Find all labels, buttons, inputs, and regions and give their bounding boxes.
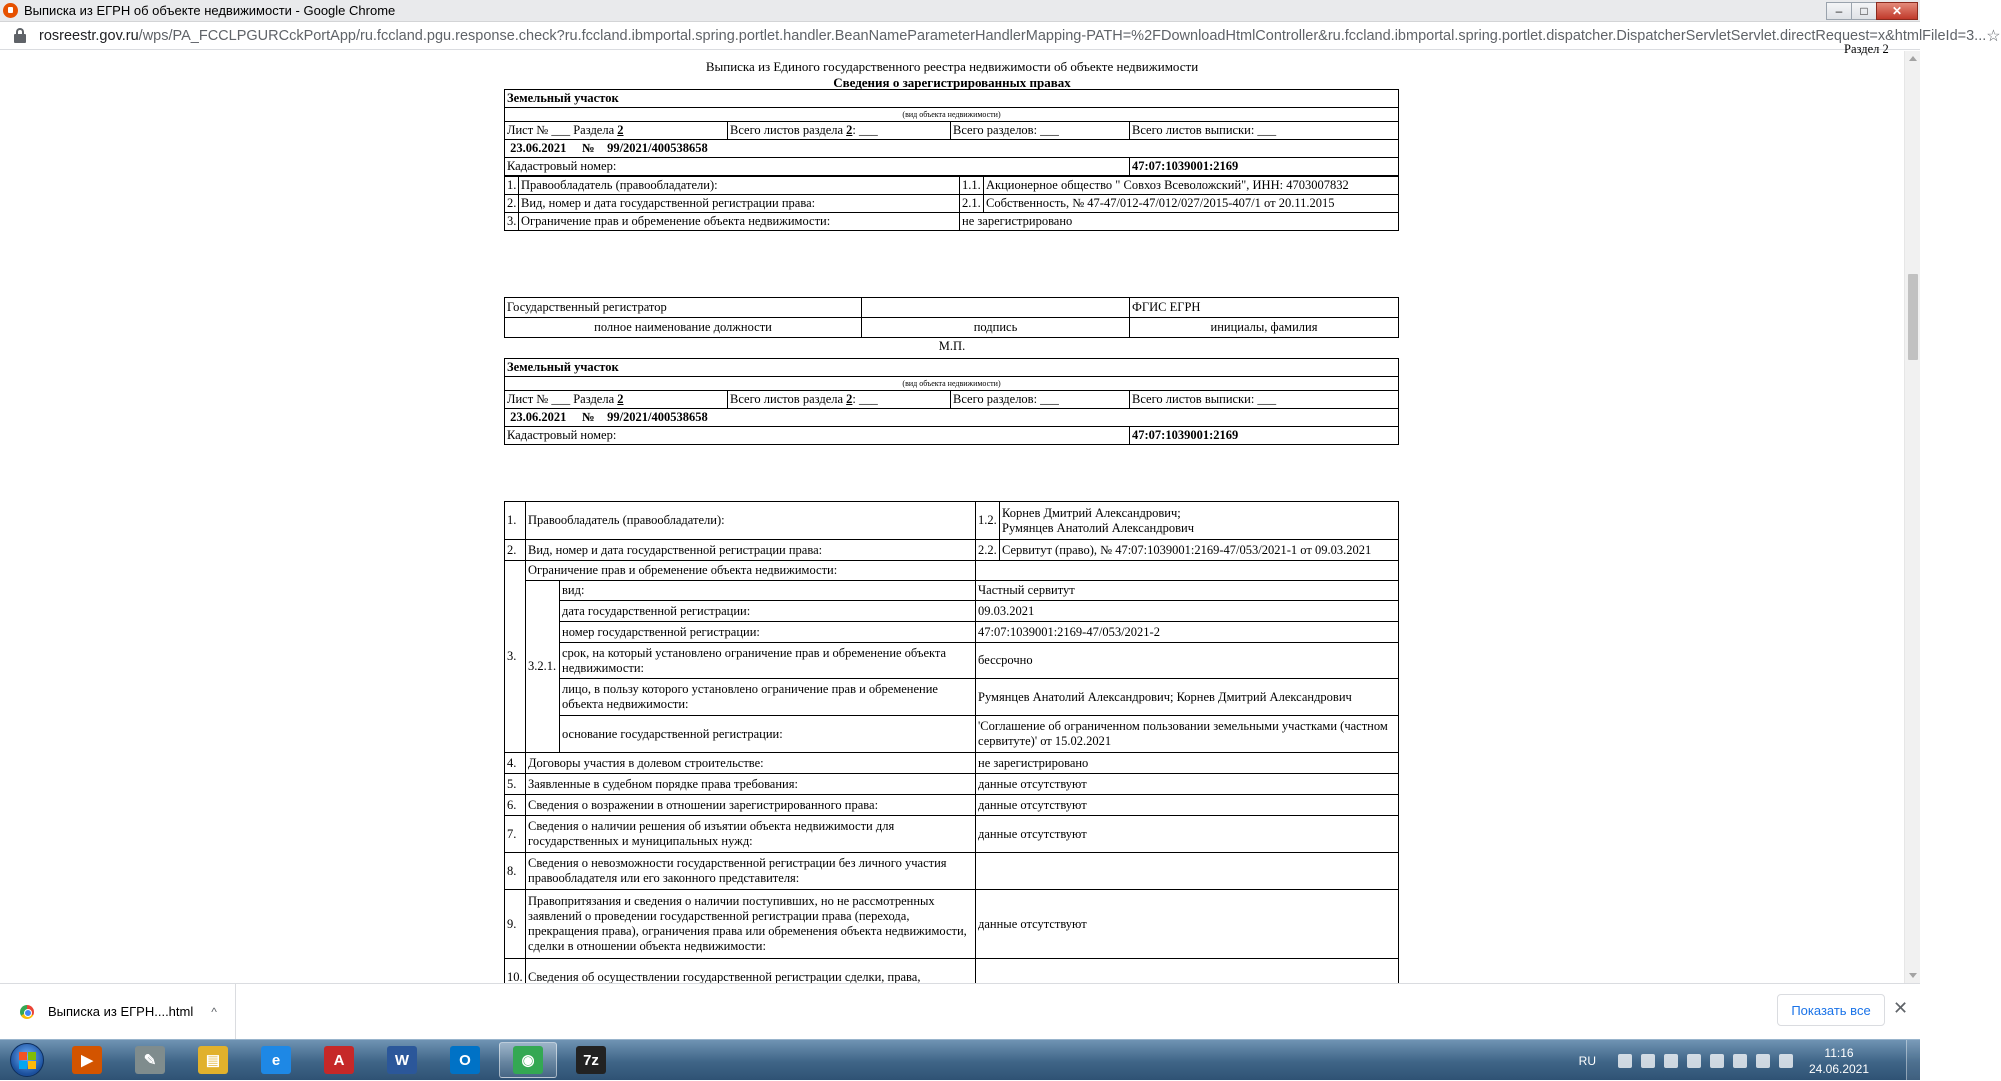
- encumbrance-label: основание государственной регистрации:: [560, 716, 976, 753]
- right-label: Сведения об осуществлении государственной регистрации сделки, права,: [526, 959, 976, 996]
- encumbrance-label: срок, на который установлено ограничение прав и обременение объекта недвижимости:: [560, 643, 976, 679]
- tray-network-icon[interactable]: [1664, 1054, 1678, 1068]
- right-label: Правообладатель (правообладатели):: [519, 177, 960, 195]
- outlook-icon: O: [450, 1046, 480, 1074]
- clock-date: 24.06.2021: [1808, 1061, 1870, 1076]
- taskbar-app-button[interactable]: [184, 1042, 242, 1078]
- download-filename: Выписка из ЕГРН....html: [48, 1004, 194, 1019]
- rights-table-2: 1. Правообладатель (правообладатели): 1.2. Корнев Дмитрий Александрович; Румянцев Анатолий Александрович 2. Вид, номер и дата государственной регистрации права: 2.2. Сервитут (право), № 47:07:1039001:2169-47/053/2021-1 от 09.03.2021 3. Ограничение прав и обременение объекта недвижимости: 3.2.1. вид: Частный сервитут дата государственной регистрации: 09.03.2021 номер государственной регистрации: 47:07:1039001:2169-47/053/2021-2 срок, на который установлено ограничение прав и обременение объекта недвижимости: бессрочно лицо, в пользу которого установлено ограничение прав и обременение объекта недвижимости: Румянцев Анатолий Александрович; Корнев Дмитрий Александрович основание государственной регистрации: 'Соглашение об ограниченном пользовании земельными участками (частном сервитуте)' от 15.02.2021 4. Договоры участия в долевом строительстве: не зарегистрировано 5. Заявленные в судебном порядке права требования: данные отсутствуют 6. Сведения о возражении в отношении зарегистрированного права: данные отсутствуют 7. Сведения о наличии решения об изъятии объекта недвижимости для государственных и муниципальных нужд: данные отсутствуют 8. Сведения о невозможности государственной регистрации без личного участия правообладателя или его законного представителя: 9. Правопритязания и сведения о наличии поступивших, но не рассмотренных заявлений о проведении государственной регистрации права (перехода, прекращения права), ограничения права или обременения объекта недвижимости, сделки в отношении объекта недвижимости: данные отсутствуют 10. Сведения об осуществлении государственной регистрации сделки, права,: [504, 501, 1399, 996]
- encumbrance-value: 09.03.2021: [976, 601, 1399, 622]
- show-all-button[interactable]: Показать все: [1777, 994, 1885, 1026]
- sheet-number-cell: Лист № ___ Раздела 2: [505, 391, 728, 409]
- window-title: Выписка из ЕГРН об объекте недвижимости - Google Chrome: [24, 3, 396, 18]
- taskbar-app-button[interactable]: [373, 1042, 431, 1078]
- chevron-up-icon[interactable]: ^: [211, 1004, 217, 1019]
- sections-total-cell: Всего разделов: ___: [951, 391, 1130, 409]
- windows-logo-icon: [10, 1043, 44, 1077]
- right-value: данные отсутствуют: [976, 774, 1399, 795]
- right-label: Ограничение прав и обременение объекта недвижимости:: [519, 213, 960, 231]
- scroll-up-icon[interactable]: [1909, 56, 1917, 61]
- header-table-1: [504, 89, 1399, 176]
- extract-sheets-cell: Всего листов выписки: ___: [1130, 122, 1399, 140]
- tray-keyboard-icon[interactable]: [1618, 1054, 1632, 1068]
- right-label: Сведения о возражении в отношении зарегистрированного права:: [526, 795, 976, 816]
- download-bar: [0, 983, 1920, 1039]
- cadastral-number: 47:07:1039001:2169: [1130, 427, 1399, 445]
- page-content: [0, 42, 1904, 984]
- lock-icon[interactable]: [13, 28, 27, 44]
- address-bar[interactable]: [0, 22, 2001, 50]
- right-value: не зарегистрировано: [960, 213, 1399, 231]
- file-explorer-icon: ▤: [198, 1046, 228, 1074]
- clock[interactable]: [1802, 1045, 1876, 1077]
- encumbrance-label: дата государственной регистрации:: [560, 601, 976, 622]
- registrar-name: ФГИС ЕГРН: [1130, 298, 1399, 318]
- registrar-position: Государственный регистратор: [505, 298, 862, 318]
- right-value: данные отсутствуют: [976, 816, 1399, 853]
- right-value: данные отсутствуют: [976, 795, 1399, 816]
- right-value: Собственность, № 47-47/012-47/012/027/2015-407/1 от 20.11.2015: [984, 195, 1399, 213]
- object-type: Земельный участок: [505, 359, 1399, 377]
- language-indicator[interactable]: RU: [1578, 1053, 1596, 1068]
- sections-total-cell: Всего разделов: ___: [951, 122, 1130, 140]
- start-button[interactable]: [2, 1040, 52, 1080]
- close-download-bar-icon[interactable]: ✕: [1893, 998, 1909, 1018]
- signature-table: Государственный регистратор ФГИС ЕГРН полное наименование должности подпись инициалы, фамилия: [504, 297, 1399, 338]
- encumbrance-value: 47:07:1039001:2169-47/053/2021-2: [976, 622, 1399, 643]
- right-value: Акционерное общество " Совхоз Всеволожский", ИНН: 4703007832: [984, 177, 1399, 195]
- encumbrance-value: 'Соглашение об ограниченном пользовании земельными участками (частном сервитуте)' от 15.02.2021: [976, 716, 1399, 753]
- right-label: Сведения о наличии решения об изъятии объекта недвижимости для государственных и муниципальных нужд:: [526, 816, 976, 853]
- word-icon: W: [387, 1046, 417, 1074]
- right-value: данные отсутствуют: [976, 890, 1399, 959]
- right-value: [976, 853, 1399, 890]
- taskbar-app-button[interactable]: [499, 1042, 557, 1078]
- internet-explorer-icon: e: [261, 1046, 291, 1074]
- action-center-flag-icon[interactable]: [1779, 1054, 1793, 1068]
- clock-time: 11:16: [1824, 1045, 1854, 1060]
- right-value: не зарегистрировано: [976, 753, 1399, 774]
- encumbrance-label: номер государственной регистрации:: [560, 622, 976, 643]
- sheet-number-cell: Лист № ___ Раздела 2: [505, 122, 728, 140]
- encumbrance-value: бессрочно: [976, 643, 1399, 679]
- tray-device-icon[interactable]: [1756, 1054, 1770, 1068]
- document-subheading: Сведения о зарегистрированных правах: [833, 75, 1071, 90]
- right-label: Договоры участия в долевом строительстве:: [526, 753, 976, 774]
- object-type: Земельный участок: [505, 90, 1399, 108]
- 7zip-icon: 7z: [576, 1046, 606, 1074]
- section-sheets-cell: Всего листов раздела 2: ___: [728, 391, 951, 409]
- volume-icon[interactable]: [1733, 1054, 1747, 1068]
- scrollbar-thumb[interactable]: [1908, 274, 1918, 360]
- object-type-note: (вид объекта недвижимости): [505, 108, 1399, 122]
- cadastral-label: Кадастровый номер:: [505, 427, 951, 445]
- system-tray: [1579, 1040, 1920, 1081]
- chrome-icon: ◉: [513, 1046, 543, 1074]
- cadastral-label: Кадастровый номер:: [505, 158, 951, 176]
- right-label: Правообладатель (правообладатели):: [526, 502, 976, 540]
- bookmark-star-icon[interactable]: ☆: [1986, 27, 2001, 45]
- tray-notes-icon[interactable]: [1641, 1054, 1655, 1068]
- right-label: Вид, номер и дата государственной регистрации права:: [519, 195, 960, 213]
- stamp-place: М.П.: [938, 339, 966, 353]
- document-heading: Выписка из Единого государственного реестра недвижимости об объекте недвижимости: [705, 59, 1199, 74]
- taskbar-app-button[interactable]: [58, 1042, 116, 1078]
- right-label: Ограничение прав и обременение объекта недвижимости:: [526, 561, 976, 581]
- section-label: Раздел 2: [1844, 42, 1889, 56]
- media-player-icon: ▶: [72, 1046, 102, 1074]
- right-value: Корнев Дмитрий Александрович; Румянцев Анатолий Александрович: [1000, 502, 1399, 540]
- header-table-2: [504, 358, 1399, 445]
- extract-date-number: 23.06.2021 № 99/2021/400538658: [505, 409, 1399, 427]
- taskbar-app-button[interactable]: [121, 1042, 179, 1078]
- vertical-scrollbar[interactable]: [1904, 51, 1920, 983]
- windows-taskbar: [0, 1039, 1920, 1080]
- encumbrance-number: 3.2.1.: [526, 581, 560, 753]
- encumbrance-value: Частный сервитут: [976, 581, 1399, 601]
- encumbrance-value: Румянцев Анатолий Александрович; Корнев Дмитрий Александрович: [976, 679, 1399, 716]
- section-sheets-cell: Всего листов раздела 2: ___: [728, 122, 951, 140]
- right-label: Сведения о невозможности государственной регистрации без личного участия правообладателя или его законного представителя:: [526, 853, 976, 890]
- minimize-button[interactable]: –: [1826, 2, 1852, 20]
- tray-update-icon[interactable]: [1687, 1054, 1701, 1068]
- right-label: Заявленные в судебном порядке права требования:: [526, 774, 976, 795]
- title-bar: [0, 0, 1920, 22]
- taskbar-app-button[interactable]: [562, 1042, 620, 1078]
- cadastral-number: 47:07:1039001:2169: [1130, 158, 1399, 176]
- taskbar-app-button[interactable]: [247, 1042, 305, 1078]
- scroll-down-icon[interactable]: [1909, 973, 1917, 978]
- encumbrance-label: лицо, в пользу которого установлено ограничение прав и обременение объекта недвижимости:: [560, 679, 976, 716]
- chrome-file-icon: [20, 1005, 34, 1019]
- page-favicon-icon: [3, 3, 18, 18]
- taskbar-app-button[interactable]: [310, 1042, 368, 1078]
- close-window-button[interactable]: ✕: [1876, 2, 1918, 20]
- right-label: Вид, номер и дата государственной регистрации права:: [526, 540, 976, 561]
- extract-sheets-cell: Всего листов выписки: ___: [1130, 391, 1399, 409]
- right-label: Правопритязания и сведения о наличии поступивших, но не рассмотренных заявлений о проведении государственной регистрации права (перехода, прекращения права), ограничения права или обременения объекта недвижимости, сделки в отношении объекта недвижимости:: [526, 890, 976, 959]
- right-value: Сервитут (право), № 47:07:1039001:2169-47/053/2021-1 от 09.03.2021: [1000, 540, 1399, 561]
- rights-table-1: 1. Правообладатель (правообладатели): 1.1. Акционерное общество " Совхоз Всеволожский", ИНН: 4703007832 2. Вид, номер и дата государственной регистрации права: 2.1. Собственность, № 47-47/012-47/012/027/2015-407/1 от 20.11.2015 3. Ограничение прав и обременение объекта недвижимости: не зарегистрировано: [504, 176, 1399, 231]
- download-item[interactable]: [0, 984, 236, 1039]
- maximize-button[interactable]: □: [1851, 2, 1877, 20]
- taskbar-app-button[interactable]: [436, 1042, 494, 1078]
- window-controls: [1827, 2, 1918, 20]
- notepad-icon: ✎: [135, 1046, 165, 1074]
- tray-chevron-icon[interactable]: [1710, 1054, 1724, 1068]
- object-type-note: (вид объекта недвижимости): [505, 377, 1399, 391]
- encumbrance-label: вид:: [560, 581, 976, 601]
- acrobat-icon: A: [324, 1046, 354, 1074]
- url-field[interactable]: rosreestr.gov.ru/wps/PA_FCCLPGURCckPortApp/ru.fccland.pgu.response.check?ru.fccland.ibmportal.spring.portlet.handler.BeanNameParameterHandlerMapping-PATH=%2FDownloadHtmlController&ru.fccland.ibmportal.spring.portlet.dispatcher.DispatcherServletServlet.directRequest=x&htmlFileId=3...: [39, 27, 1987, 44]
- show-desktop-button[interactable]: [1906, 1040, 1920, 1081]
- extract-date-number: 23.06.2021 № 99/2021/400538658: [505, 140, 1399, 158]
